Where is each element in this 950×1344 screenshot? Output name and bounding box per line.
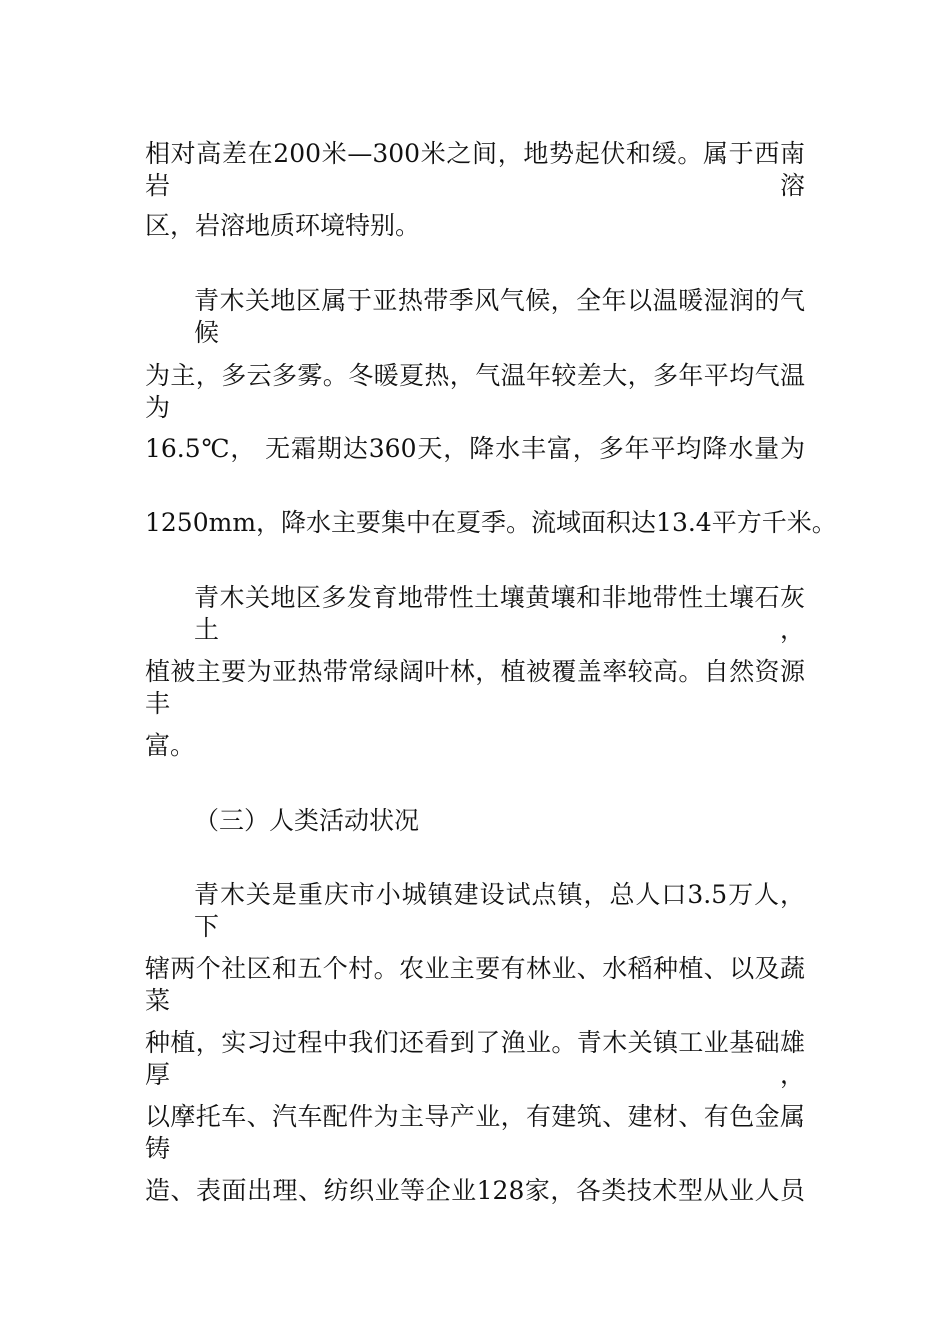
paragraph-first-line: 青木关地区多发育地带性土壤黄壤和非地带性土壤石灰土，: [194, 583, 805, 644]
text-line: 1250mm，降水主要集中在夏季。流域面积达13.4平方千米。: [145, 508, 837, 537]
paragraph-first-line: 青木关地区属于亚热带季风气候，全年以温暖湿润的气候: [194, 286, 805, 347]
text-line: 16.5℃， 无霜期达360天，降水丰富，多年平均降水量为: [145, 434, 805, 463]
text-line: 相对高差在200米—300米之间，地势起伏和缓。属于西南岩溶: [145, 139, 805, 200]
text-line: 辖两个社区和五个村。农业主要有林业、水稻种植、以及蔬菜: [145, 954, 805, 1015]
section-heading: （三）人类活动状况: [194, 806, 420, 835]
paragraph-first-line: 青木关是重庆市小城镇建设试点镇，总人口3.5万人，下: [194, 880, 805, 941]
text-line: 以摩托车、汽车配件为主导产业，有建筑、建材、有色金属铸: [145, 1102, 805, 1163]
text-line: 植被主要为亚热带常绿阔叶林，植被覆盖率较高。自然资源丰: [145, 657, 805, 718]
text-line: 造、表面出理、纺织业等企业128家，各类技术型从业人员: [145, 1176, 805, 1205]
text-line: 富。: [145, 731, 196, 760]
text-line: 区，岩溶地质环境特别。: [145, 211, 421, 240]
text-line: 为主，多云多雾。冬暖夏热，气温年较差大，多年平均气温为: [145, 361, 805, 422]
text-line: 种植，实习过程中我们还看到了渔业。青木关镇工业基础雄厚，: [145, 1028, 805, 1089]
